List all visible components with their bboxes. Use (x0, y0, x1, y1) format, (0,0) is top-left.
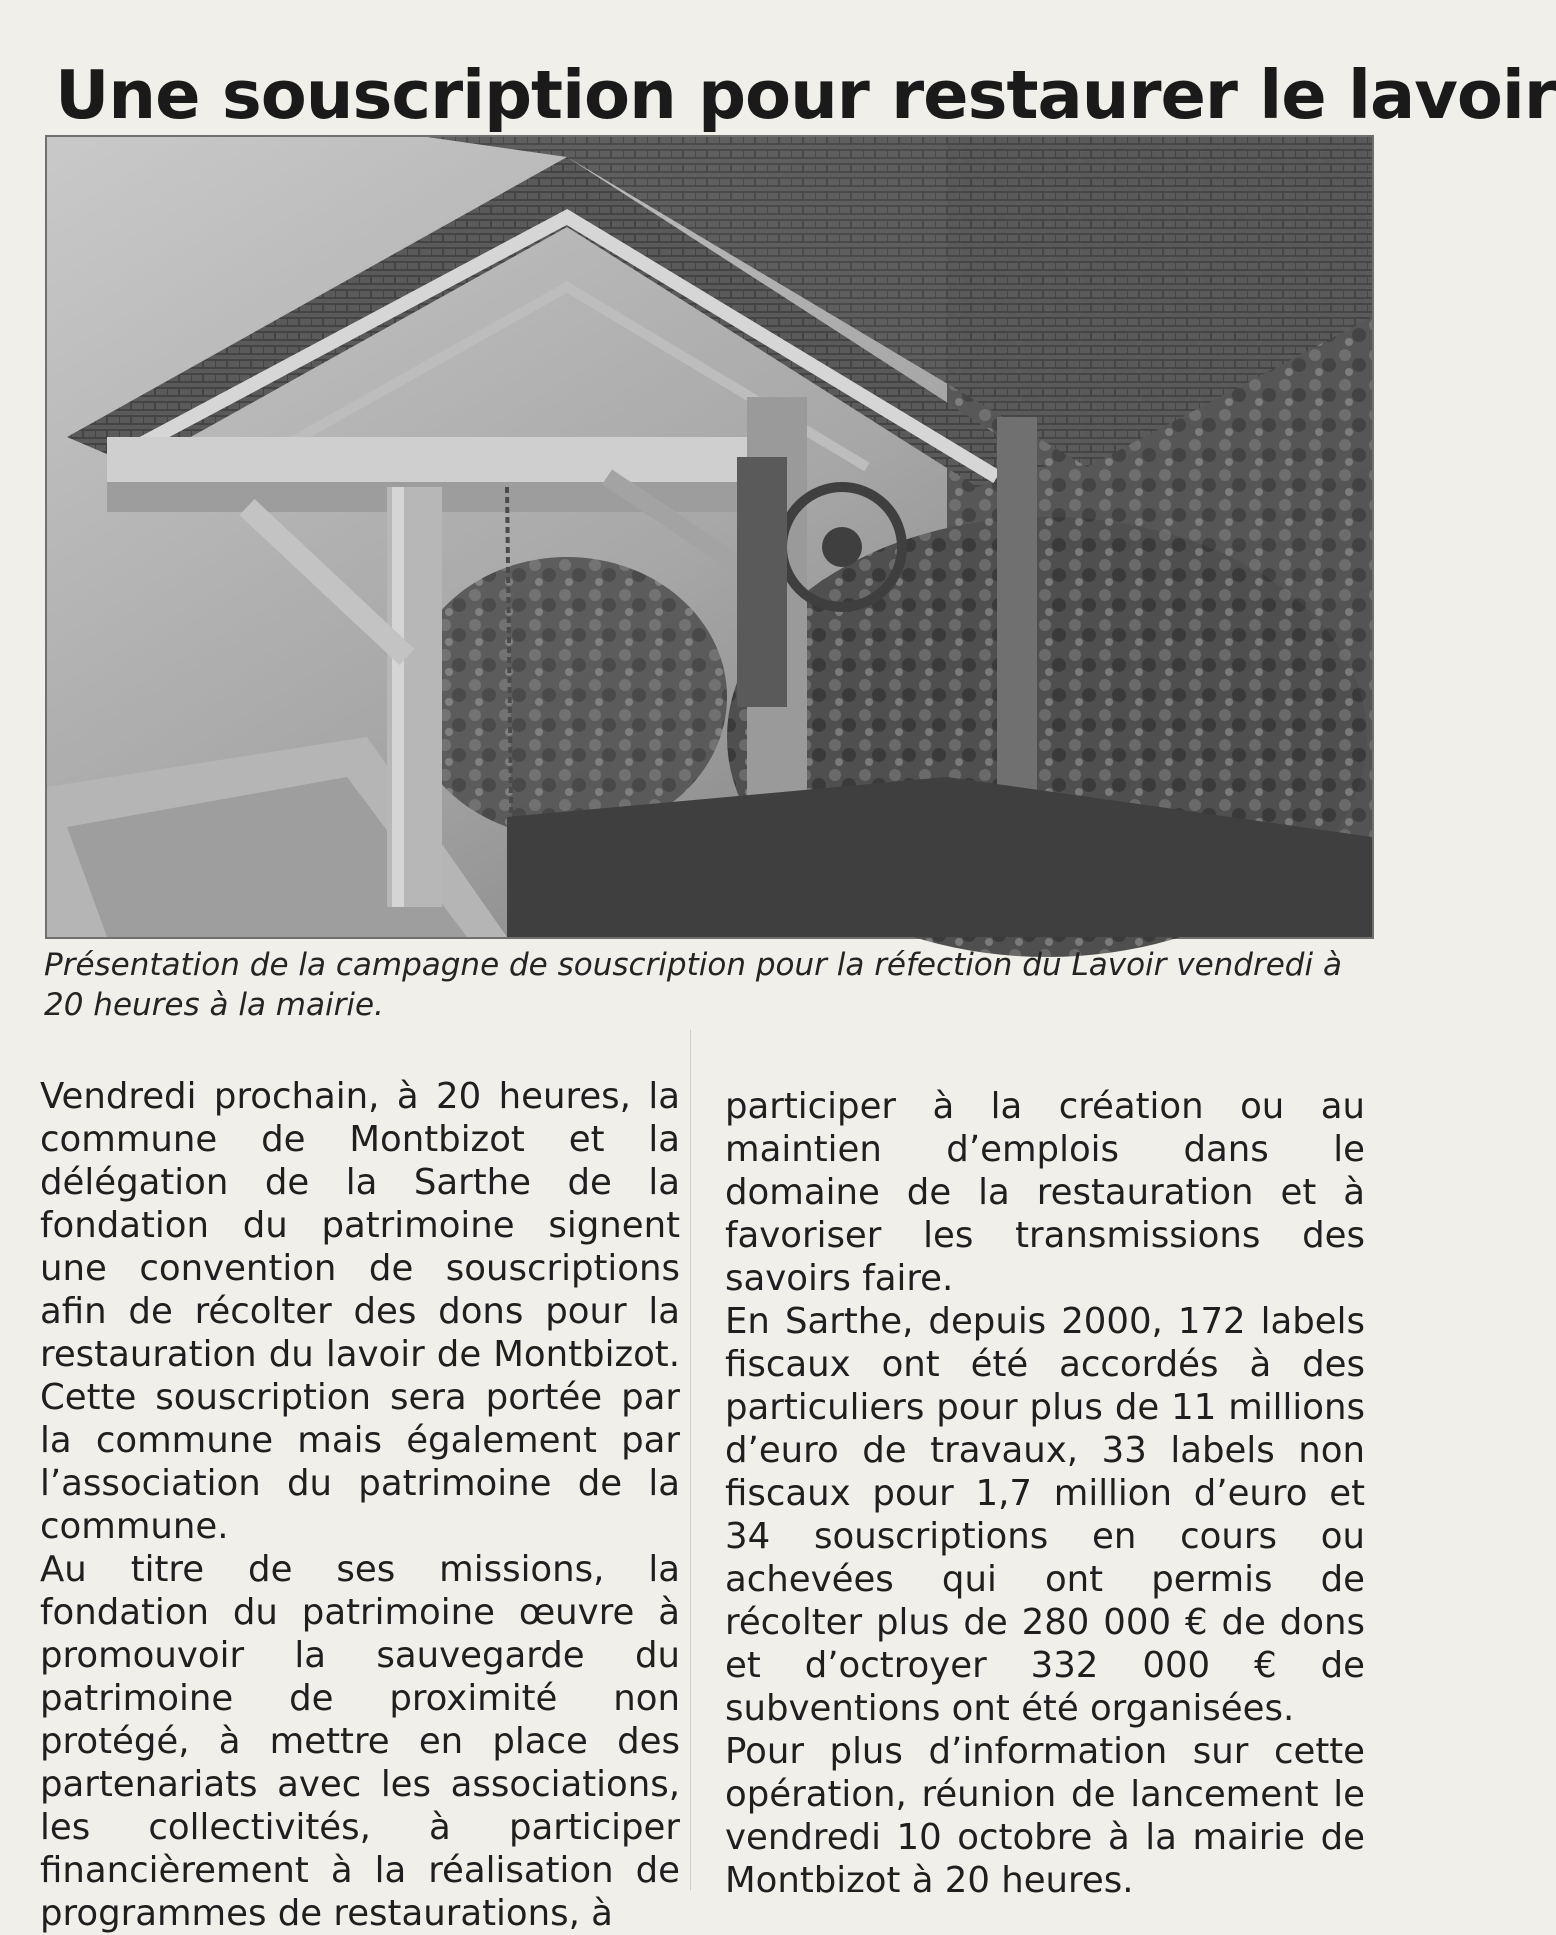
article-column-left (40, 1075, 680, 1935)
lavoir-photo-illustration (47, 137, 1372, 937)
article-column-right (725, 1085, 1365, 1902)
paragraph-intro: Vendredi prochain, à 20 heures, la commune de Montbizot et la délégation de la Sarthe de la fondation du patrimoine signent une convention de souscriptions afin de récolter des dons pour la restauration du lavoir de Montbizot. Cette souscription sera portée par la commune mais également par l’association du patrimoine de la commune. (40, 1076, 680, 1547)
paragraph-missions-continued: participer à la création ou au maintien d’emplois dans le domaine de la restauration et à favoriser les transmissions des savoirs faire. (725, 1086, 1365, 1299)
paragraph-statistics: En Sarthe, depuis 2000, 172 labels fiscaux ont été accordés à des particuliers pour plus de 11 millions d’euro de travaux, 33 labels non fiscaux pour 1,7 million d’euro et 34 souscriptions en cours ou achevées qui ont permis de récolter plus de 280 000 € de dons et d’octroyer 332 000 € de subventions ont été organisées. (725, 1301, 1365, 1729)
paragraph-missions: Au titre de ses missions, la fondation du patrimoine œuvre à promouvoir la sauvegarde du patrimoine de proximité non protégé, à mettre en place des partenariats avec les associations, les collectivités, à participer financièrement à la réalisation de programmes de restaurations, à (40, 1549, 680, 1934)
column-rule (690, 1030, 691, 1890)
article-photo (45, 135, 1374, 939)
article-headline: Une souscription pour restaurer le lavoir (55, 55, 1556, 134)
photo-caption: Présentation de la campagne de souscription pour la réfection du Lavoir vendredi à 20 heures à la mairie. (44, 947, 1342, 1023)
paragraph-meeting-info: Pour plus d’information sur cette opération, réunion de lancement le vendredi 10 octobre à la mairie de Montbizot à 20 heures. (725, 1731, 1365, 1901)
